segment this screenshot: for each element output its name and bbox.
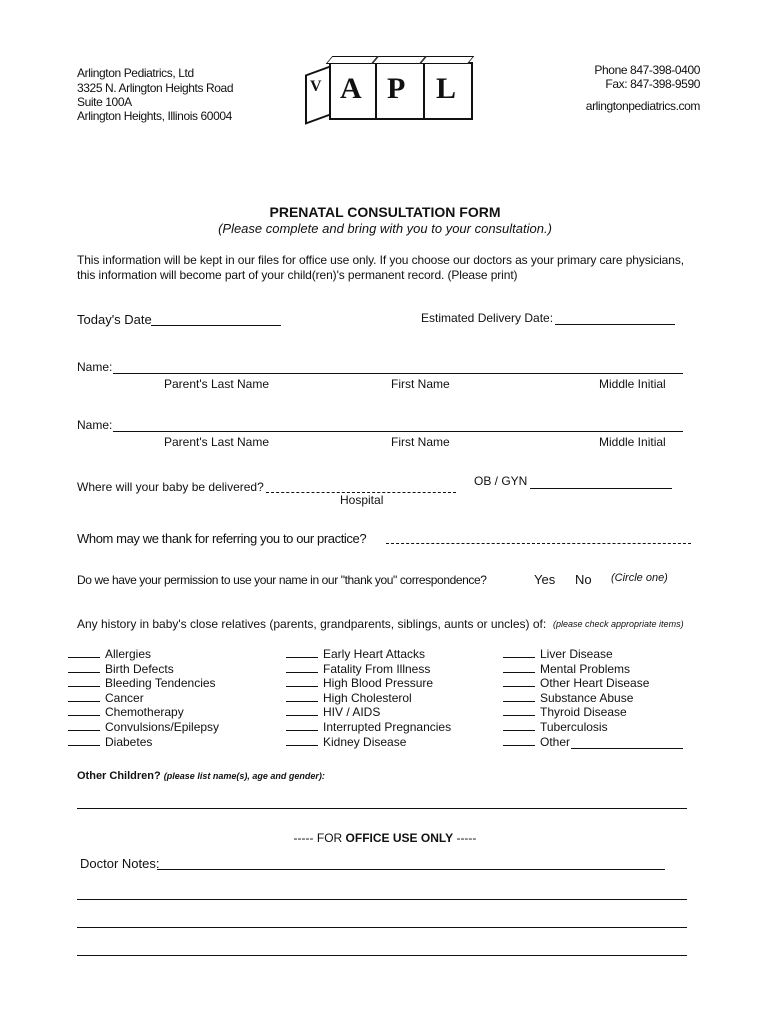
- check-liver-disease[interactable]: Liver Disease: [503, 646, 613, 661]
- intro-line-2: this information will become part of your child(ren)'s permanent record. (Please print): [77, 268, 518, 282]
- intro-line-1: This information will be kept in our files for office use only. If you choose our doctors as your primary care physicians,: [77, 253, 684, 267]
- history-note: (please check appropriate items): [553, 619, 684, 629]
- check-chemotherapy[interactable]: Chemotherapy: [68, 704, 184, 719]
- permission-yes-option[interactable]: Yes: [534, 572, 556, 587]
- check-high-cholesterol[interactable]: High Cholesterol: [286, 690, 412, 705]
- check-kidney-disease[interactable]: Kidney Disease: [286, 734, 406, 749]
- other-condition-field[interactable]: [571, 734, 683, 749]
- check-diabetes[interactable]: Diabetes: [68, 734, 152, 749]
- hospital-field[interactable]: [266, 480, 456, 493]
- parent-1-first-name-caption: First Name: [391, 377, 450, 391]
- delivery-location-label: Where will your baby be delivered?: [77, 480, 264, 494]
- name-label-2: Name:: [77, 418, 113, 432]
- check-interrupted-pregnancies[interactable]: Interrupted Pregnancies: [286, 719, 451, 734]
- check-cancer[interactable]: Cancer: [68, 690, 144, 705]
- delivery-date-field[interactable]: [555, 310, 675, 325]
- clinic-phone: Phone 847-398-0400: [594, 63, 700, 77]
- todays-date-label: Today's Date: [77, 312, 152, 327]
- logo-letter-l: L: [436, 72, 457, 105]
- check-bleeding-tendencies[interactable]: Bleeding Tendencies: [68, 675, 216, 690]
- history-question: Any history in baby's close relatives (parents, grandparents, siblings, aunts or uncles) of:: [77, 617, 547, 631]
- hospital-caption: Hospital: [340, 493, 384, 507]
- permission-label: Do we have your permission to use your name in our "thank you" correspondence?: [77, 573, 487, 587]
- parent-2-middle-initial-caption: Middle Initial: [599, 435, 666, 449]
- doctor-notes-line-2[interactable]: [77, 885, 687, 900]
- check-convulsions-epilepsy[interactable]: Convulsions/Epilepsy: [68, 719, 219, 734]
- delivery-date-label: Estimated Delivery Date:: [421, 311, 554, 325]
- clinic-city: Arlington Heights, Illinois 60004: [77, 109, 232, 123]
- doctor-notes-line-3[interactable]: [77, 913, 687, 928]
- parent-2-last-name-caption: Parent's Last Name: [164, 435, 270, 449]
- check-mental-problems[interactable]: Mental Problems: [503, 661, 630, 676]
- referral-field[interactable]: [386, 531, 691, 544]
- office-use-banner: ----- FOR OFFICE USE ONLY -----: [293, 831, 477, 845]
- parent-1-last-name-caption: Parent's Last Name: [164, 377, 270, 391]
- check-high-blood-pressure[interactable]: High Blood Pressure: [286, 675, 433, 690]
- obgyn-label: OB / GYN: [474, 474, 528, 488]
- parent-2-first-name-caption: First Name: [391, 435, 450, 449]
- check-other-heart-disease[interactable]: Other Heart Disease: [503, 675, 649, 690]
- check-birth-defects[interactable]: Birth Defects: [68, 661, 174, 676]
- apl-logo: V A P L: [305, 60, 475, 130]
- referral-label: Whom may we thank for referring you to our practice?: [77, 531, 367, 546]
- clinic-suite: Suite 100A: [77, 95, 132, 109]
- todays-date-field[interactable]: [151, 311, 281, 326]
- form-subtitle: (Please complete and bring with you to your consultation.): [218, 221, 552, 236]
- parent-1-name-field[interactable]: [113, 359, 683, 374]
- form-title: PRENATAL CONSULTATION FORM: [269, 204, 501, 220]
- check-allergies[interactable]: Allergies: [68, 646, 151, 661]
- check-tuberculosis[interactable]: Tuberculosis: [503, 719, 608, 734]
- doctor-notes-label: Doctor Notes:: [80, 856, 160, 871]
- check-hiv-aids[interactable]: HIV / AIDS: [286, 704, 380, 719]
- clinic-fax: Fax: 847-398-9590: [605, 77, 700, 91]
- permission-no-option[interactable]: No: [575, 572, 592, 587]
- check-substance-abuse[interactable]: Substance Abuse: [503, 690, 633, 705]
- check-early-heart-attacks[interactable]: Early Heart Attacks: [286, 646, 425, 661]
- check-other[interactable]: Other: [503, 734, 570, 749]
- other-children-heading: [77, 770, 325, 782]
- name-label-1: Name:: [77, 360, 113, 374]
- logo-letter-a: A: [340, 72, 362, 105]
- clinic-street: 3325 N. Arlington Heights Road: [77, 81, 234, 95]
- parent-2-name-field[interactable]: [113, 417, 683, 432]
- clinic-website[interactable]: arlingtonpediatrics.com: [585, 99, 700, 113]
- doctor-notes-line-4[interactable]: [77, 941, 687, 956]
- check-thyroid-disease[interactable]: Thyroid Disease: [503, 704, 627, 719]
- clinic-name: Arlington Pediatrics, Ltd: [77, 66, 194, 80]
- check-fatality-from-illness[interactable]: Fatality From Illness: [286, 661, 430, 676]
- other-children-label: Other Children?: [77, 770, 161, 782]
- other-children-field[interactable]: [77, 794, 687, 809]
- logo-letter-p: P: [387, 72, 406, 105]
- other-children-note: (please list name(s), age and gender):: [163, 771, 325, 781]
- doctor-notes-line-1[interactable]: [157, 855, 665, 870]
- circle-one-note: (Circle one): [611, 572, 668, 584]
- parent-1-middle-initial-caption: Middle Initial: [599, 377, 666, 391]
- obgyn-field[interactable]: [530, 474, 672, 489]
